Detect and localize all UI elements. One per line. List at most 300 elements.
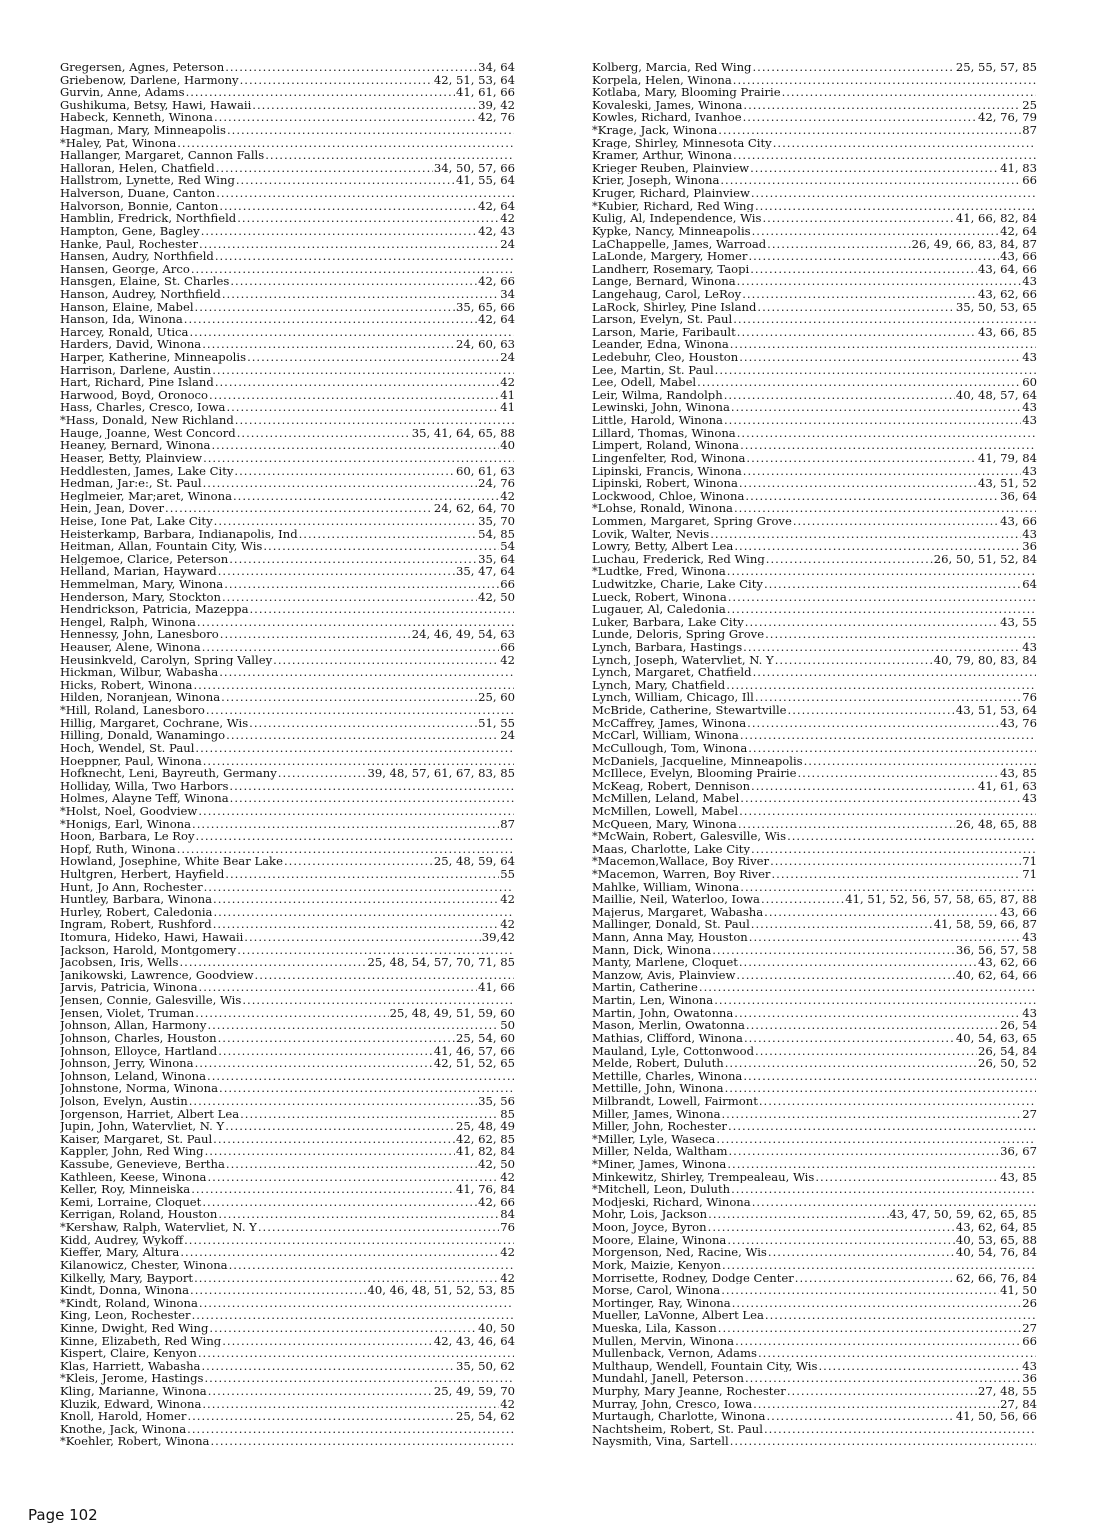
dot-leader (755, 1045, 977, 1058)
dot-leader (226, 401, 499, 414)
entry-name: Hampton, Gene, Bagley (60, 224, 200, 238)
index-entry (592, 893, 1037, 906)
index-entry (592, 225, 1037, 238)
dot-leader (207, 1171, 499, 1184)
entry-name: Leir, Wilma, Randolph (592, 388, 723, 402)
entry-name: Johnson, Jerry, Winona (60, 1057, 194, 1070)
index-entry (60, 61, 515, 74)
entry-pages: 35, 64 (478, 552, 515, 566)
dot-leader (278, 767, 367, 780)
dot-leader (753, 666, 1036, 679)
index-entry (592, 1032, 1037, 1045)
index-entry (60, 465, 515, 478)
index-entry (60, 1019, 515, 1032)
entry-name: Hauge, Joanne, West Concord (60, 426, 236, 440)
dot-leader (265, 149, 514, 162)
index-entry (592, 263, 1037, 276)
dot-leader (728, 1120, 1036, 1133)
entry-name: Morgenson, Ned, Racine, Wis (592, 1246, 767, 1259)
index-entry (592, 1158, 1037, 1171)
index-entry (592, 1372, 1037, 1385)
index-entry (592, 477, 1037, 490)
entry-name: Johnson, Allan, Harmony (60, 1019, 207, 1032)
index-entry (60, 162, 515, 175)
entry-name: McBride, Catherine, Stewartville (592, 704, 787, 717)
entry-pages: 24 (500, 237, 515, 251)
entry-pages: 43, 66 (1000, 514, 1037, 528)
index-entry (60, 1423, 515, 1436)
entry-pages: 43, 51, 53, 64 (955, 704, 1037, 717)
dot-leader (730, 338, 1036, 351)
index-entry (60, 1145, 515, 1158)
entry-name: *Holst, Noel, Goodview (60, 804, 198, 818)
entry-name: Hanson, Elaine, Mabel (60, 300, 194, 314)
entry-name: Janikowski, Lawrence, Goodview (60, 968, 254, 982)
entry-name: Naysmith, Vina, Sartell (592, 1435, 729, 1449)
dot-leader (193, 679, 514, 692)
entry-pages: 43 (1022, 1006, 1037, 1020)
index-entry (60, 679, 515, 692)
index-entry (592, 1019, 1037, 1032)
index-entry (60, 288, 515, 301)
dot-leader (255, 969, 514, 982)
index-entry (592, 1297, 1037, 1310)
index-entry (592, 313, 1037, 326)
entry-pages: 87 (500, 817, 515, 831)
entry-pages: 42 (500, 893, 515, 906)
index-entry (592, 553, 1037, 566)
index-entry (60, 1095, 515, 1108)
index-entry (592, 565, 1037, 578)
index-entry (592, 1145, 1037, 1158)
index-entry (60, 906, 515, 919)
index-entry (60, 1435, 515, 1448)
index-entry (60, 477, 515, 490)
index-entry (592, 364, 1037, 377)
dot-leader (743, 99, 1021, 112)
index-entry (592, 1246, 1037, 1259)
index-entry (592, 200, 1037, 213)
entry-name: Jupin, John, Watervliet, N. Y (60, 1120, 225, 1133)
entry-pages: 41, 79, 84 (978, 451, 1037, 465)
entry-pages: 41, 76, 84 (456, 1183, 515, 1196)
entry-name: Jensen, Violet, Truman (60, 1006, 195, 1020)
dot-leader (782, 86, 1036, 99)
entry-pages: 43 (1022, 351, 1037, 364)
dot-leader (194, 1272, 499, 1285)
entry-name: McCullough, Tom, Winona (592, 741, 748, 755)
index-entry (592, 906, 1037, 919)
entry-name: Kemi, Lorraine, Cloquet (60, 1195, 202, 1209)
entry-pages: 27 (1022, 1107, 1037, 1121)
index-entry (592, 918, 1037, 931)
index-entry (592, 1385, 1037, 1398)
entry-pages: 41, 50, 56, 66 (955, 1410, 1037, 1423)
dot-leader (755, 691, 1021, 704)
dot-leader (299, 528, 477, 541)
index-entry (592, 427, 1037, 440)
entry-pages: 25 (1022, 98, 1037, 112)
entry-name: Miller, Nelda, Waltham (592, 1145, 728, 1159)
index-entry (60, 540, 515, 553)
index-entry (592, 868, 1037, 881)
index-entry (60, 1208, 515, 1221)
entry-name: Lynch, Joseph, Watervliet, N. Y (592, 653, 774, 667)
entry-name: Heaney, Bernard, Winona (60, 439, 211, 452)
dot-leader (195, 742, 514, 755)
entry-pages: 41, 83 (1000, 161, 1037, 175)
index-entry (592, 1183, 1037, 1196)
entry-name: Little, Harold, Winona (592, 414, 723, 427)
entry-name: Gushikuma, Betsy, Hawi, Hawaii (60, 98, 252, 112)
index-entry (592, 666, 1037, 679)
entry-pages: 41, 66 (478, 981, 515, 995)
index-entry (60, 1322, 515, 1335)
index-entry (592, 704, 1037, 717)
index-entry (592, 780, 1037, 793)
index-entry (60, 944, 515, 957)
entry-name: Hagman, Mary, Minneapolis (60, 124, 226, 137)
dot-leader (737, 427, 1036, 440)
entry-name: Hilling, Donald, Wanamingo (60, 729, 226, 742)
index-entry (592, 591, 1037, 604)
entry-name: *Kleis, Jerome, Hastings (60, 1372, 204, 1385)
entry-name: Lynch, Barbara, Hastings (592, 641, 743, 654)
entry-pages: 26, 50, 51, 52, 84 (933, 552, 1037, 566)
index-entry (60, 1133, 515, 1146)
index-entry (60, 528, 515, 541)
dot-leader (179, 956, 366, 969)
dot-leader (237, 944, 514, 957)
entry-name: Hansgen, Elaine, St. Charles (60, 275, 230, 288)
index-entry (592, 969, 1037, 982)
dot-leader (218, 565, 455, 578)
entry-name: Lee, Odell, Mabel (592, 376, 697, 389)
index-entry (60, 1309, 515, 1322)
entry-pages: 42, 66 (478, 1195, 515, 1209)
index-entry (60, 918, 515, 931)
index-entry (60, 1057, 515, 1070)
index-entry (60, 881, 515, 894)
entry-name: Melde, Robert, Duluth (592, 1057, 724, 1070)
entry-name: Mullen, Mervin, Winona (592, 1334, 735, 1348)
entry-name: Hicks, Robert, Winona (60, 678, 193, 692)
entry-pages: 26, 54, 84 (978, 1044, 1037, 1058)
dot-leader (222, 288, 499, 301)
dot-leader (732, 1297, 1022, 1310)
entry-pages: 40, 53, 65, 88 (955, 1233, 1037, 1247)
dot-leader (216, 187, 514, 200)
entry-name: Hallanger, Margaret, Cannon Falls (60, 149, 265, 162)
dot-leader (252, 99, 477, 112)
dot-leader (734, 1007, 1021, 1020)
entry-pages: 42, 64 (1000, 224, 1037, 238)
dot-leader (258, 1221, 499, 1234)
index-entry (592, 981, 1037, 994)
dot-leader (250, 603, 515, 616)
entry-pages: 40 (500, 439, 515, 452)
index-entry (60, 275, 515, 288)
dot-leader (727, 565, 1036, 578)
entry-name: Hanson, Audrey, Northfield (60, 287, 221, 301)
index-entry (592, 528, 1037, 541)
entry-pages: 39, 48, 57, 61, 67, 83, 85 (367, 767, 515, 780)
index-entry (592, 742, 1037, 755)
entry-pages: 55 (500, 868, 515, 881)
dot-leader (229, 780, 514, 793)
entry-name: Hedman, Jar:e:, St. Paul (60, 477, 202, 490)
entry-name: Lockwood, Chloe, Winona (592, 489, 745, 503)
entry-name: LaChappelle, James, Warroad (592, 237, 767, 251)
entry-name: Lee, Martin, St. Paul (592, 363, 714, 377)
dot-leader (722, 1259, 1036, 1272)
dot-leader (718, 1322, 1021, 1335)
index-entry (60, 1045, 515, 1058)
entry-name: Kinne, Elizabeth, Red Wing (60, 1334, 222, 1348)
dot-leader (749, 931, 1021, 944)
entry-name: Miller, John, Rochester (592, 1120, 727, 1133)
index-entry (60, 338, 515, 351)
dot-leader (208, 1385, 433, 1398)
index-entry (592, 818, 1037, 831)
index-entry (60, 1032, 515, 1045)
dot-leader (225, 1120, 455, 1133)
dot-leader (788, 704, 955, 717)
entry-name: Modjeski, Richard, Winona (592, 1195, 751, 1209)
index-entry (592, 1082, 1037, 1095)
entry-pages: 42 (500, 212, 515, 225)
entry-pages: 43 (1022, 464, 1037, 478)
entry-pages: 36 (1022, 1372, 1037, 1385)
index-entry (592, 1108, 1037, 1121)
entry-name: *Koehler, Robert, Winona (60, 1435, 210, 1449)
dot-leader (218, 1208, 499, 1221)
entry-pages: 34, 50, 57, 66 (433, 161, 515, 175)
entry-name: Murtaugh, Charlotte, Winona (592, 1410, 766, 1423)
index-entry (592, 1120, 1037, 1133)
entry-name: *Miner, James, Winona (592, 1158, 727, 1171)
dot-leader (219, 666, 514, 679)
dot-leader (750, 263, 977, 276)
dot-leader (699, 981, 1036, 994)
entry-name: Luker, Barbara, Lake City (592, 615, 744, 629)
entry-name: Kidd, Audrey, Wykoff (60, 1233, 184, 1247)
dot-leader (199, 1297, 514, 1310)
entry-name: Kaiser, Margaret, St. Paul (60, 1132, 213, 1146)
dot-leader (734, 502, 1036, 515)
dot-leader (743, 641, 1021, 654)
index-entry (592, 792, 1037, 805)
entry-name: *Mitchell, Leon, Duluth (592, 1183, 731, 1196)
index-entry (592, 1221, 1037, 1234)
index-entry (60, 578, 515, 591)
index-entry (60, 591, 515, 604)
dot-leader (195, 1057, 433, 1070)
entry-pages: 41 (500, 401, 515, 415)
entry-pages: 41, 82, 84 (456, 1145, 515, 1159)
dot-leader (751, 187, 1036, 200)
index-entry (592, 212, 1037, 225)
index-entry (60, 868, 515, 881)
entry-pages: 24, 62, 64, 70 (433, 502, 515, 515)
entry-name: Langehaug, Carol, LeRoy (592, 287, 742, 301)
index-entry (60, 956, 515, 969)
index-entry (60, 1070, 515, 1083)
dot-leader (737, 275, 1022, 288)
entry-name: Jolson, Evelyn, Austin (60, 1094, 188, 1108)
dot-leader (215, 250, 514, 263)
entry-pages: 25, 48, 49, 51, 59, 60 (389, 1006, 515, 1020)
dot-leader (793, 515, 999, 528)
dot-leader (745, 616, 999, 629)
index-entry (592, 641, 1037, 654)
index-entry (60, 1246, 515, 1259)
entry-name: Howland, Josephine, White Bear Lake (60, 855, 283, 868)
entry-pages: 41, 61, 63 (978, 779, 1037, 793)
entry-name: McCaffrey, James, Winona (592, 716, 747, 730)
index-entry (592, 1045, 1037, 1058)
index-entry (592, 679, 1037, 692)
entry-pages: 41, 61, 66 (456, 86, 515, 99)
index-entry (60, 439, 515, 452)
dot-leader (764, 906, 999, 919)
entry-name: Hickman, Wilbur, Wabasha (60, 666, 219, 679)
index-entry (60, 729, 515, 742)
entry-pages: 25, 48, 59, 64 (433, 855, 515, 868)
entry-name: Lunde, Deloris, Spring Grove (592, 628, 765, 642)
index-entry (60, 742, 515, 755)
index-entry (592, 149, 1037, 162)
dot-leader (751, 843, 1036, 856)
index-entry (592, 187, 1037, 200)
index-entry (60, 376, 515, 389)
entry-pages: 26, 54 (1000, 1019, 1037, 1032)
entry-pages: 60, 61, 63 (456, 464, 515, 478)
dot-leader (728, 591, 1036, 604)
dot-leader (190, 1284, 366, 1297)
dot-leader (818, 1360, 1021, 1373)
index-entry (592, 414, 1037, 427)
index-entry (60, 1284, 515, 1297)
entry-name: Miller, James, Winona (592, 1107, 721, 1121)
dot-leader (218, 1045, 433, 1058)
entry-pages: 40, 50 (478, 1321, 515, 1335)
entry-name: Lommen, Margaret, Spring Grove (592, 514, 792, 528)
entry-pages: 43, 62, 66 (978, 287, 1037, 301)
entry-name: Kappler, John, Red Wing (60, 1145, 204, 1159)
index-entry (60, 351, 515, 364)
entry-pages: 27, 48, 55 (978, 1384, 1037, 1398)
entry-name: Lipinski, Robert, Winona (592, 477, 738, 490)
entry-name: Gurvin, Anne, Adams (60, 86, 185, 99)
dot-leader (758, 1347, 1036, 1360)
entry-pages: 24 (500, 729, 515, 742)
index-entry (60, 238, 515, 251)
dot-leader (199, 981, 478, 994)
entry-name: Habeck, Kenneth, Winona (60, 111, 213, 125)
dot-leader (795, 1272, 955, 1285)
entry-name: Huntley, Barbara, Winona (60, 893, 213, 906)
entry-name: Kramer, Arthur, Winona (592, 149, 733, 162)
entry-name: Jarvis, Patricia, Winona (60, 981, 198, 995)
index-entry (60, 301, 515, 314)
index-entry (60, 893, 515, 906)
dot-leader (726, 679, 1036, 692)
entry-name: McQueen, Mary, Winona (592, 817, 737, 831)
index-entry (60, 326, 515, 339)
entry-name: *Miller, Lyle, Waseca (592, 1132, 716, 1146)
entry-name: Kispert, Claire, Kenyon (60, 1347, 197, 1360)
index-entry (592, 1171, 1037, 1184)
dot-leader (724, 389, 955, 402)
index-entry (60, 830, 515, 843)
dot-leader (244, 931, 481, 944)
entry-name: Hilden, Noranjean, Winona (60, 691, 221, 705)
index-entry (60, 1007, 515, 1020)
dot-leader (718, 124, 1021, 137)
entry-pages: 60 (1022, 376, 1037, 389)
entry-name: Hanke, Paul, Rochester (60, 237, 199, 251)
entry-name: McKeag, Robert, Dennison (592, 779, 751, 793)
entry-name: Knothe, Jack, Winona (60, 1422, 187, 1436)
entry-name: Minkewitz, Shirley, Trempealeau, Wis (592, 1170, 815, 1184)
entry-name: Knoll, Harold, Homer (60, 1410, 187, 1423)
entry-pages: 41, 46, 57, 66 (433, 1044, 515, 1058)
dot-leader (752, 1196, 1036, 1209)
entry-name: Itomura, Hideko, Hawi, Hawaii (60, 931, 244, 944)
left-index-column (60, 61, 515, 1448)
dot-leader (727, 1158, 1036, 1171)
index-entry (60, 616, 515, 629)
entry-pages: 40, 54, 63, 65 (955, 1031, 1037, 1045)
entry-name: Hanson, Ida, Winona (60, 313, 183, 326)
index-entry (60, 843, 515, 856)
index-entry (592, 1309, 1037, 1322)
entry-name: Mullenback, Vernon, Adams (592, 1347, 757, 1360)
dot-leader (740, 792, 1021, 805)
dot-leader (206, 704, 514, 717)
dot-leader (221, 691, 477, 704)
entry-pages: 35, 56 (478, 1094, 515, 1108)
entry-pages: 76 (1022, 691, 1037, 705)
entry-pages: 42, 66 (478, 275, 515, 288)
index-entry (592, 351, 1037, 364)
dot-leader (721, 1108, 1021, 1121)
entry-name: Krier, Joseph, Winona (592, 174, 720, 188)
dot-leader (205, 1145, 455, 1158)
index-entry (60, 1335, 515, 1348)
entry-name: Gregersen, Agnes, Peterson (60, 61, 225, 74)
entry-name: Larson, Evelyn, St. Paul (592, 313, 733, 326)
entry-name: Kieffer, Mary, Altura (60, 1246, 180, 1259)
index-entry (60, 780, 515, 793)
dot-leader (767, 238, 910, 251)
entry-name: Heauser, Alene, Winona (60, 641, 201, 654)
entry-pages: 25, 49, 59, 70 (433, 1384, 515, 1398)
entry-pages: 25, 55, 57, 85 (955, 61, 1037, 74)
entry-name: Kotlaba, Mary, Blooming Prairie (592, 86, 781, 99)
dot-leader (210, 1435, 514, 1448)
dot-leader (222, 591, 477, 604)
entry-name: Lovik, Walter, Nevis (592, 527, 710, 541)
entry-pages: 71 (1022, 855, 1037, 868)
entry-name: Johnson, Charles, Houston (60, 1031, 217, 1045)
dot-leader (214, 111, 477, 124)
index-entry (60, 755, 515, 768)
dot-leader (187, 1410, 455, 1423)
entry-pages: 62, 66, 76, 84 (955, 1271, 1037, 1285)
index-entry (592, 137, 1037, 150)
